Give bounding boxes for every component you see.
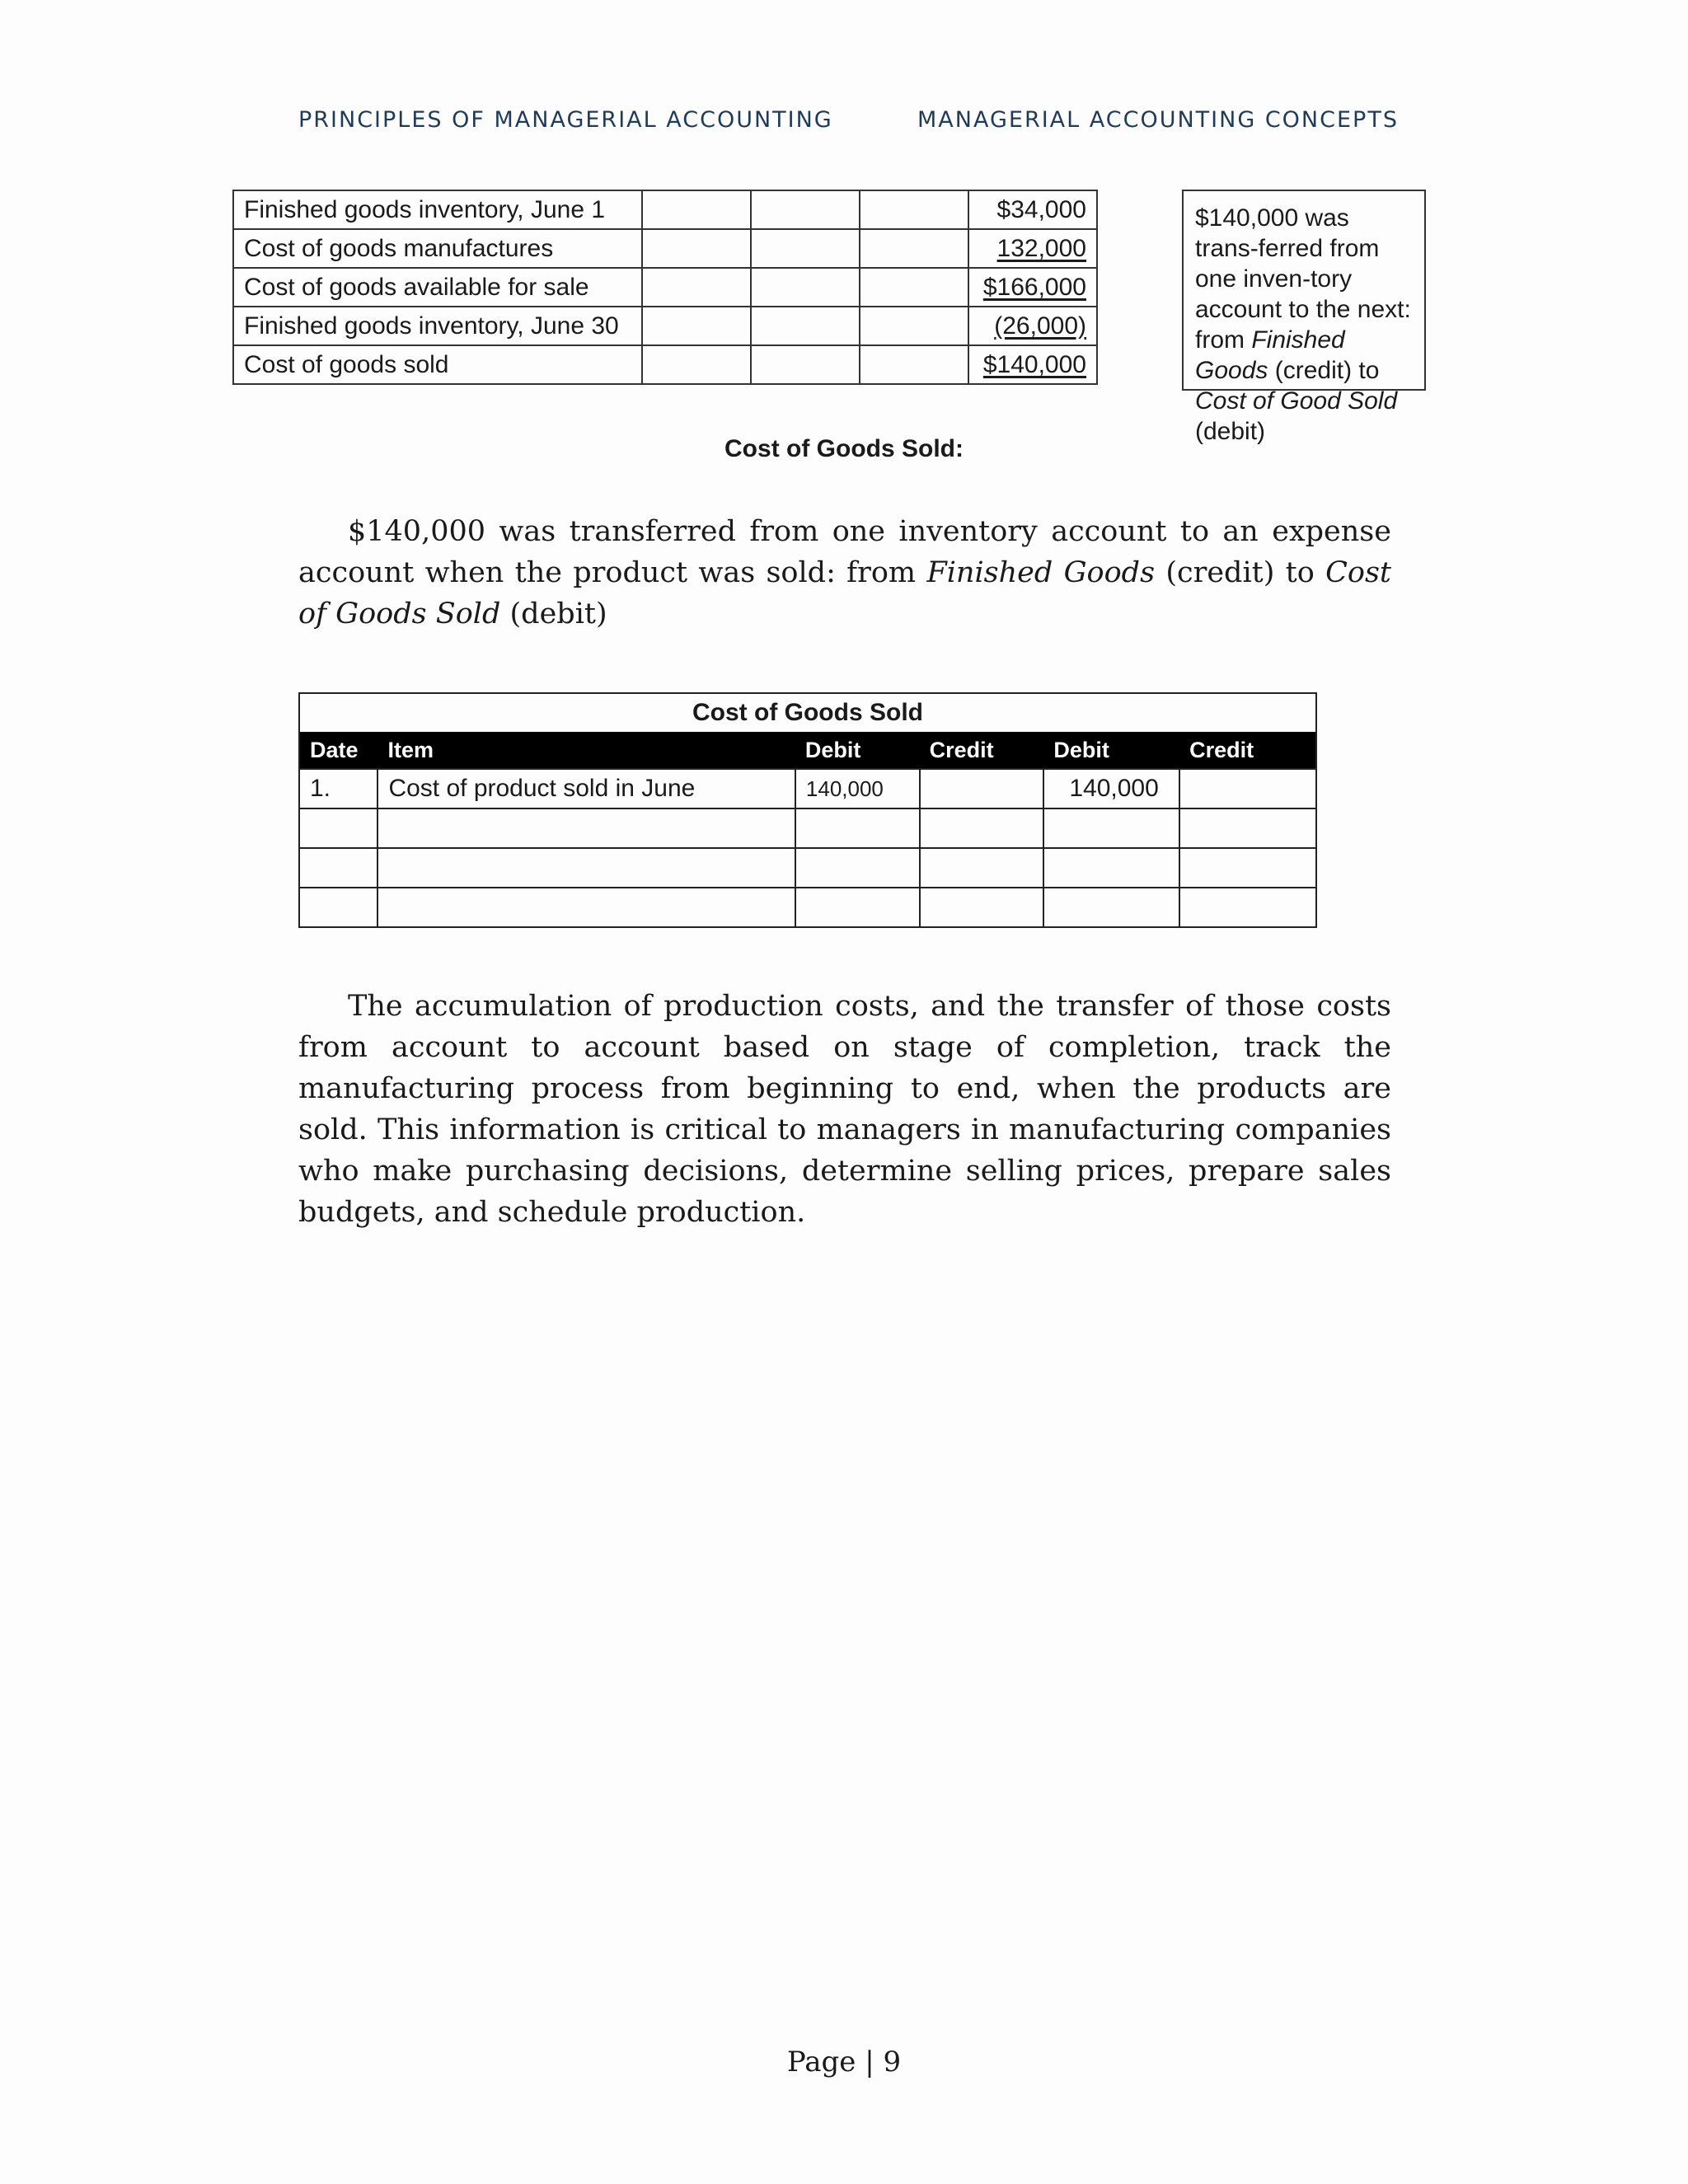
- cost-of-goods-sold-schedule: [232, 190, 1098, 385]
- column-header: Debit: [1043, 732, 1179, 769]
- table-row: [233, 268, 1097, 307]
- column-header: Debit: [795, 732, 920, 769]
- ledger-account: [298, 692, 1317, 928]
- margin-note: $140,000 was trans-ferred from one inven-tory account to the next: from Finished Goods (credit) to Cost of Good Sold (debit): [1182, 190, 1426, 391]
- row-label: Finished goods inventory, June 30: [233, 307, 642, 345]
- page-number: Page | 9: [786, 2046, 902, 2079]
- table-row: [300, 769, 1315, 808]
- row-amount: $140,000: [982, 350, 1086, 378]
- row-label: Finished goods inventory, June 1: [233, 190, 642, 229]
- table-row: [233, 345, 1097, 384]
- section-caption: Cost of Goods Sold:: [724, 435, 964, 462]
- table-row: [233, 307, 1097, 345]
- column-header: Item: [377, 732, 795, 769]
- column-header: Date: [300, 732, 377, 769]
- row-amount: $34,000: [968, 190, 1097, 229]
- paragraph-transfer: $140,000 was transferred from one inventory account to an expense account when the product was sold: from Finished Goods (credit) to Cost of Goods Sold (debit): [298, 515, 1391, 630]
- row-label: Cost of goods available for sale: [233, 268, 642, 307]
- table-row: [233, 229, 1097, 268]
- row-amount: $166,000: [982, 273, 1086, 301]
- ledger-table: [300, 732, 1315, 926]
- row-amount: 132,000: [996, 234, 1086, 262]
- entry-date: 1.: [300, 769, 377, 808]
- running-header-left: PRINCIPLES OF MANAGERIAL ACCOUNTING: [298, 107, 833, 133]
- row-label: Cost of goods manufactures: [233, 229, 642, 268]
- table-row: [300, 848, 1315, 888]
- column-header: Credit: [1179, 732, 1315, 769]
- row-amount: (26,000): [994, 312, 1086, 340]
- row-label: Cost of goods sold: [233, 345, 642, 384]
- ledger-header-row: [300, 732, 1315, 769]
- entry-debit: 140,000: [795, 769, 920, 808]
- entry-balance-debit: 140,000: [1043, 769, 1179, 808]
- running-header-right: MANAGERIAL ACCOUNTING CONCEPTS: [917, 107, 1399, 133]
- entry-item: Cost of product sold in June: [377, 769, 795, 808]
- table-row: [300, 888, 1315, 926]
- column-header: Credit: [920, 732, 1044, 769]
- table-row: [233, 190, 1097, 229]
- paragraph-summary: The accumulation of production costs, and the transfer of those costs from account to account based on stage of completion, track the manufacturing process from beginning to end, when the products are sold. This information is critical to managers in manufacturing companies who make purchasing decisions, determine selling prices, prepare sales budgets, and schedule production.: [298, 990, 1391, 1229]
- table-row: [300, 808, 1315, 848]
- ledger-title: Cost of Goods Sold: [692, 699, 923, 726]
